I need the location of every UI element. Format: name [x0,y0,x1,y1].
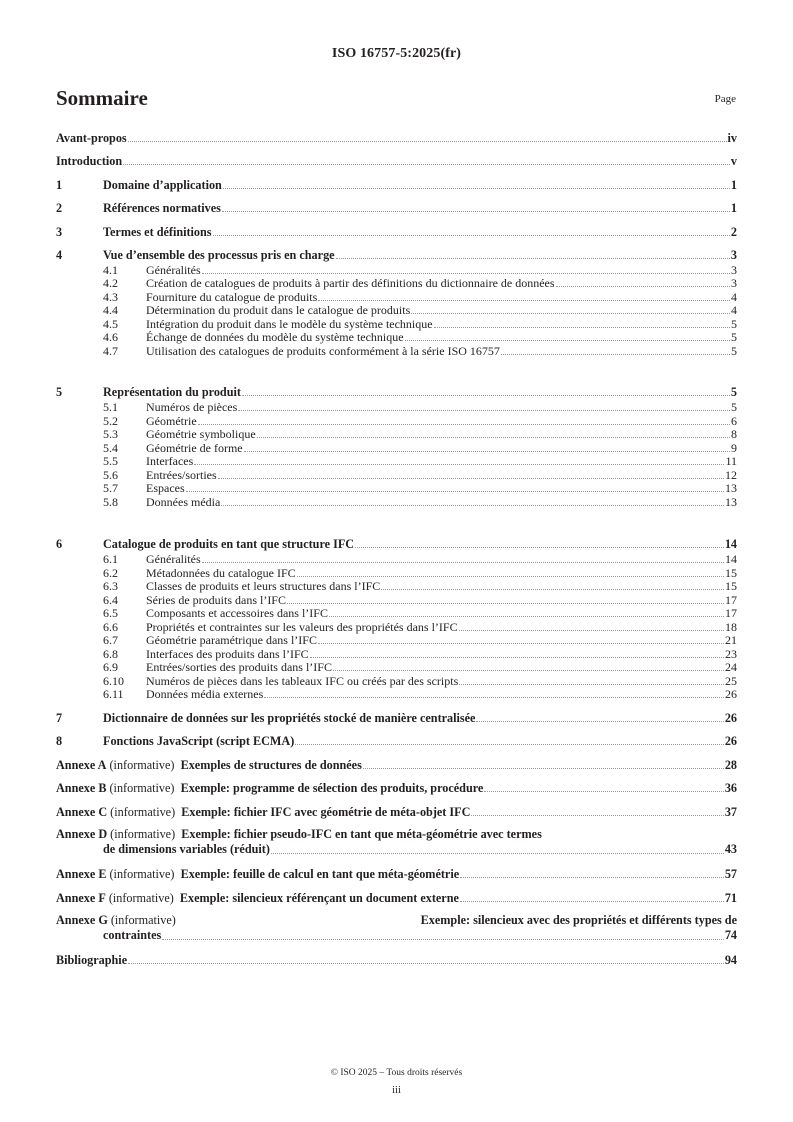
toc-annex-c[interactable] [56,805,737,819]
annex-page: 28 [724,758,737,772]
toc-subclause-4-4[interactable] [56,303,737,317]
subclause-page: 5 [731,344,737,358]
clause-number: 7 [56,711,63,725]
clause-title: Fonctions JavaScript (script ECMA) [103,734,295,748]
subclause-number: 4.3 [103,290,118,304]
subclause-page: 23 [725,647,737,661]
subclause-title: Données média [146,495,221,509]
annex-heading-line [56,827,737,842]
subclause-page: 18 [725,620,737,634]
subclause-page: 25 [725,674,737,688]
toc-subclause-4-7[interactable] [56,344,737,358]
annex-page: 71 [724,891,737,905]
subclause-title: Généralités [146,552,201,566]
clause-title: Termes et définitions [103,225,212,239]
subclause-title: Création de catalogues de produits à partir des définitions du dictionnaire de données [146,276,555,290]
subclause-page: 4 [731,290,737,304]
toc-entry-title: Avant-propos [56,131,127,145]
annex-kind: (informative) [110,805,176,819]
clause-page: 5 [730,385,737,399]
subclause-title: Utilisation des catalogues de produits conformément à la série ISO 16757 [146,344,500,358]
dot-leader [218,478,724,479]
subclause-page: 15 [725,566,737,580]
subclause-number: 5.2 [103,414,118,428]
annex-label: Annexe B [56,781,107,795]
annex-heading-line [56,913,737,928]
clause-title: Vue d’ensemble des processus pris en charge [103,248,335,262]
annex-label: Annexe C [56,805,108,819]
clause-title: Références normatives [103,201,221,215]
subclause-page: 5 [731,400,737,414]
subclause-number: 6.2 [103,566,118,580]
toc-clause-6[interactable] [56,537,737,551]
dot-leader [460,901,724,902]
subclause-number: 6.8 [103,647,118,661]
annex-title: Exemples de structures de données [180,758,362,772]
toc-subclause-4-2[interactable] [56,276,737,290]
subclause-title: Numéros de pièces [146,400,238,414]
annex-kind: (informative) [109,758,175,772]
dot-leader [355,547,724,548]
annex-label: Annexe E [56,867,107,881]
dot-leader [318,300,730,301]
subclause-title: Géométrie [146,414,197,428]
subclause-page: 4 [731,303,737,317]
toc-subclause-6-7[interactable] [56,633,737,647]
toc-subclause-5-5[interactable] [56,454,737,468]
dot-leader [223,188,730,189]
subclause-page: 3 [731,276,737,290]
annex-title-continued: contraintes [103,928,162,942]
annex-title: Exemple: fichier pseudo-IFC en tant que méta-géométrie avec termes [181,827,542,841]
subclause-number: 5.3 [103,427,118,441]
toc-subclause-4-6[interactable] [56,330,737,344]
dot-leader [128,141,727,142]
toc-subclause-5-6[interactable] [56,468,737,482]
toc-subclause-4-3[interactable] [56,290,737,304]
dot-leader [363,768,724,769]
subclause-title: Géométrie paramétrique dans l’IFC [146,633,317,647]
toc-clause-2[interactable] [56,201,737,215]
subclause-title: Espaces [146,481,185,495]
subclause-page: 26 [725,687,737,701]
subclause-title: Séries de produits dans l’IFC [146,593,286,607]
dot-leader [186,491,724,492]
dot-leader [238,410,730,411]
toc-entry-title: Introduction [56,154,123,168]
annex-label: Annexe F [56,891,106,905]
subclause-title: Interfaces [146,454,194,468]
annex-title: Exemple: fichier IFC avec géométrie de méta-objet IFC [181,805,471,819]
subclause-title: Géométrie symbolique [146,427,256,441]
subclause-number: 4.4 [103,303,118,317]
annex-kind: (informative) [108,891,174,905]
toc-annex-a[interactable] [56,758,737,772]
annex-label: Annexe D [56,827,108,841]
subclause-number: 6.1 [103,552,118,566]
annex-title: Exemple: programme de sélection des produits, procédure [180,781,484,795]
clause-number: 2 [56,201,63,215]
annex-continuation-line [56,842,737,857]
subclause-number: 6.7 [103,633,118,647]
toc-subclause-6-9[interactable] [56,660,737,674]
subclause-page: 13 [725,495,737,509]
toc-clause-8[interactable] [56,734,737,748]
annex-page: 37 [724,805,737,819]
subclause-number: 4.5 [103,317,118,331]
dot-leader [501,354,730,355]
annex-page: 57 [724,867,737,881]
subclause-title: Intégration du produit dans le modèle du système technique [146,317,433,331]
subclause-page: 12 [725,468,737,482]
dot-leader [198,424,730,425]
subclause-number: 5.7 [103,481,118,495]
toc-subclause-5-1[interactable] [56,400,737,414]
annex-title: Exemple: silencieux référençant un document externe [179,891,459,905]
subclause-number: 6.6 [103,620,118,634]
annex-label: Annexe A [56,758,107,772]
clause-number: 8 [56,734,63,748]
subclause-page: 5 [731,317,737,331]
annex-title-continued: de dimensions variables (réduit) [103,842,270,856]
toc-subclause-4-5[interactable] [56,317,737,331]
toc-subclause-5-7[interactable] [56,481,737,495]
toc-entry-bibliographie[interactable] [56,953,737,967]
dot-leader [460,877,724,878]
subclause-page: 8 [731,427,737,441]
clause-number: 6 [56,537,63,551]
dot-leader [194,464,724,465]
toc-annex-g[interactable] [56,913,737,943]
annex-title: Exemple: feuille de calcul en tant que méta-géométrie [180,867,460,881]
subclause-number: 6.4 [103,593,118,607]
subclause-number: 5.8 [103,495,118,509]
annex-page: 36 [724,781,737,795]
subclause-number: 4.6 [103,330,118,344]
toc-subclause-6-4[interactable] [56,593,737,607]
subclause-number: 5.4 [103,441,118,455]
dot-leader [405,340,730,341]
subclause-number: 5.6 [103,468,118,482]
subclause-title: Données média externes [146,687,264,701]
annex-kind: (informative) [109,781,175,795]
toc-subclause-6-8[interactable] [56,647,737,661]
clause-page: 26 [724,734,737,748]
clause-title: Domaine d’application [103,178,222,192]
dot-leader [264,697,724,698]
toc-subclause-6-11[interactable] [56,687,737,701]
dot-leader [244,451,730,452]
subclause-number: 4.7 [103,344,118,358]
clause-number: 3 [56,225,63,239]
subclause-page: 17 [725,593,737,607]
dot-leader [295,744,724,745]
clause-page: 26 [724,711,737,725]
dot-leader [556,286,730,287]
clause-page: 14 [724,537,737,551]
subclause-title: Entrées/sorties des produits dans l’IFC [146,660,332,674]
toc-entry-introduction[interactable] [56,154,737,168]
toc-clause-7[interactable] [56,711,737,725]
toc-clause-3[interactable] [56,225,737,239]
dot-leader [476,721,723,722]
clause-number: 1 [56,178,63,192]
dot-leader [329,616,724,617]
clause-number: 4 [56,248,63,262]
subclause-title: Interfaces des produits dans l’IFC [146,647,309,661]
toc-subclause-4-1[interactable] [56,263,737,277]
toc-entry-avant-propos[interactable] [56,131,737,145]
subclause-page: 11 [725,454,737,468]
toc-clause-4[interactable] [56,248,737,262]
toc-annex-d[interactable] [56,827,737,857]
clause-title: Catalogue de produits en tant que structure IFC [103,537,355,551]
subclause-number: 5.1 [103,400,118,414]
subclause-number: 6.11 [103,687,124,701]
subclause-number: 6.3 [103,579,118,593]
subclause-number: 5.5 [103,454,118,468]
dot-leader [484,791,723,792]
subclause-page: 21 [725,633,737,647]
page-column-label: Page [714,93,736,105]
toc-annex-f[interactable] [56,891,737,905]
annex-page: 74 [724,928,737,942]
clause-title: Dictionnaire de données sur les propriétés stocké de manière centralisée [103,711,476,725]
dot-leader [271,853,724,854]
subclause-number: 6.9 [103,660,118,674]
toc-subclause-5-2[interactable] [56,414,737,428]
toc-subclause-6-1[interactable] [56,552,737,566]
subclause-page: 13 [725,481,737,495]
subclause-title: Numéros de pièces dans les tableaux IFC ou créés par des scripts [146,674,459,688]
dot-leader [202,273,730,274]
dot-leader [471,815,723,816]
toc-annex-b[interactable] [56,781,737,795]
dot-leader [381,589,724,590]
clause-page: 1 [730,201,737,215]
dot-leader [213,235,730,236]
toc-subclause-5-8[interactable] [56,495,737,509]
toc-entry-title: Bibliographie [56,953,128,967]
annex-title: Exemple: silencieux avec des propriétés et différents types de [420,913,737,927]
toc-clause-1[interactable] [56,178,737,192]
subclause-title: Métadonnées du catalogue IFC [146,566,296,580]
subclause-page: 17 [725,606,737,620]
annex-kind: (informative) [110,827,176,841]
subclause-title: Détermination du produit dans le catalogue de produits [146,303,411,317]
dot-leader [128,963,724,964]
subclause-title: Entrées/sorties [146,468,217,482]
toc-subclause-6-5[interactable] [56,606,737,620]
toc-subclause-5-4[interactable] [56,441,737,455]
dot-leader [318,643,724,644]
toc-subclause-6-6[interactable] [56,620,737,634]
clause-title: Représentation du produit [103,385,241,399]
dot-leader [459,630,724,631]
copyright-notice: © ISO 2025 – Tous droits réservés [330,1068,463,1078]
subclause-title: Généralités [146,263,201,277]
subclause-title: Propriétés et contraintes sur les valeurs des propriétés dans l’IFC [146,620,458,634]
subclause-title: Échange de données du modèle du système technique [146,330,404,344]
toc-subclause-6-3[interactable] [56,579,737,593]
clause-page: 2 [730,225,737,239]
subclause-number: 6.5 [103,606,118,620]
dot-leader [221,505,724,506]
annex-continuation-line [56,928,737,943]
dot-leader [202,562,724,563]
toc-entry-page: iv [727,131,737,145]
subclause-page: 24 [725,660,737,674]
dot-leader [411,313,730,314]
page-number: iii [392,1085,401,1096]
subclause-title: Fourniture du catalogue de produits [146,290,318,304]
clause-page: 1 [730,178,737,192]
subclause-page: 3 [731,263,737,277]
dot-leader [222,211,730,212]
toc-subclause-6-2[interactable] [56,566,737,580]
subclause-page: 6 [731,414,737,428]
toc-entry-page: v [730,154,737,168]
subclause-number: 4.1 [103,263,118,277]
dot-leader [242,395,730,396]
dot-leader [434,327,730,328]
dot-leader [162,939,724,940]
dot-leader [333,670,724,671]
clause-number: 5 [56,385,63,399]
page-title: Sommaire [56,86,148,110]
subclause-title: Géométrie de forme [146,441,243,455]
toc-annex-e[interactable] [56,867,737,881]
dot-leader [123,164,730,165]
dot-leader [336,258,730,259]
subclause-page: 15 [725,579,737,593]
annex-kind: (informative) [109,867,175,881]
annex-kind: (informative) [110,913,176,927]
toc-clause-5[interactable] [56,385,737,399]
dot-leader [287,603,724,604]
subclause-number: 4.2 [103,276,118,290]
annex-label: Annexe G [56,913,108,927]
subclause-number: 6.10 [103,674,124,688]
dot-leader [257,437,730,438]
toc-subclause-6-10[interactable] [56,674,737,688]
subclause-page: 14 [725,552,737,566]
toc-entry-page: 94 [724,953,737,967]
toc-subclause-5-3[interactable] [56,427,737,441]
dot-leader [459,684,724,685]
document-identifier: ISO 16757-5:2025(fr) [331,46,462,61]
subclause-page: 5 [731,330,737,344]
subclause-page: 9 [731,441,737,455]
clause-page: 3 [730,248,737,262]
subclause-title: Composants et accessoires dans l’IFC [146,606,328,620]
dot-leader [297,576,724,577]
annex-page: 43 [724,842,737,856]
subclause-title: Classes de produits et leurs structures dans l’IFC [146,579,381,593]
dot-leader [310,657,724,658]
